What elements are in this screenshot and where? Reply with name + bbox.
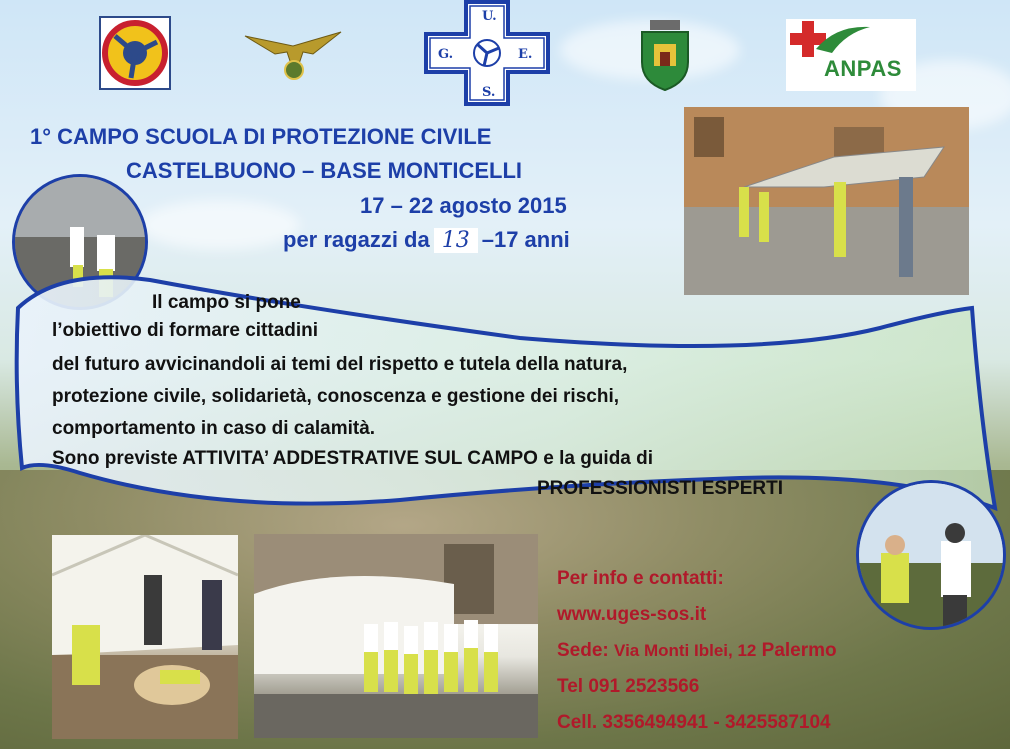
sede-city: Palermo [761, 640, 837, 661]
regione-siciliana-logo [99, 16, 171, 90]
anpas-text: ANPAS [824, 56, 902, 81]
photo-tent-interior-dog [52, 535, 238, 739]
title-line-1: 1° CAMPO SCUOLA DI PROTEZIONE CIVILE [30, 124, 492, 149]
event-dates: 17 – 22 agosto 2015 [360, 193, 567, 218]
description-line-1: Il campo si pone [152, 292, 301, 313]
sede-address [557, 640, 837, 662]
eagle-emblem-logo [243, 24, 345, 86]
description-line-7: PROFESSIONISTI ESPERTI [537, 478, 783, 499]
anpas-logo [786, 19, 916, 91]
sede-label: Sede: [557, 640, 609, 661]
description-line-4: protezione civile, solidarietà, conoscenza e gestione dei rischi, [52, 386, 620, 407]
telephone: Tel 091 2523566 [557, 676, 700, 697]
description-line-6: Sono previste ATTIVITA’ ADDESTRATIVE SUL CAMPO e la guida di [52, 448, 654, 469]
age-range [283, 227, 570, 253]
castelbuono-crest-logo [636, 18, 694, 92]
svg-text:S.: S. [482, 85, 496, 100]
cellphone: Cell. 3356494941 - 3425587104 [557, 712, 831, 733]
description-line-3: del futuro avvicinandoli ai temi del rispetto e tutela della natura, [52, 354, 628, 375]
age-prefix: per ragazzi da [283, 227, 430, 252]
title-line-2: CASTELBUONO – BASE MONTICELLI [126, 158, 523, 183]
sede-street: Via Monti Iblei, 12 [614, 641, 757, 660]
photo-volunteers-binoculars [856, 480, 1006, 630]
age-from: 13 [434, 228, 478, 253]
contacts-heading: Per info e contatti: [557, 568, 724, 589]
svg-text:E.: E. [518, 47, 533, 62]
svg-text:U.: U. [482, 9, 497, 24]
website-link[interactable]: www.uges-sos.it [557, 604, 707, 625]
uges-cross-logo [422, 0, 552, 106]
age-suffix: –17 anni [481, 227, 570, 252]
description-line-5: comportamento in caso di calamità. [52, 418, 376, 439]
cloud [140, 200, 300, 250]
description-line-2: l’obiettivo di formare cittadini [52, 320, 319, 341]
svg-text:G.: G. [438, 47, 454, 62]
photo-volunteer-group [254, 534, 538, 738]
photo-tent-assembly [684, 107, 969, 295]
